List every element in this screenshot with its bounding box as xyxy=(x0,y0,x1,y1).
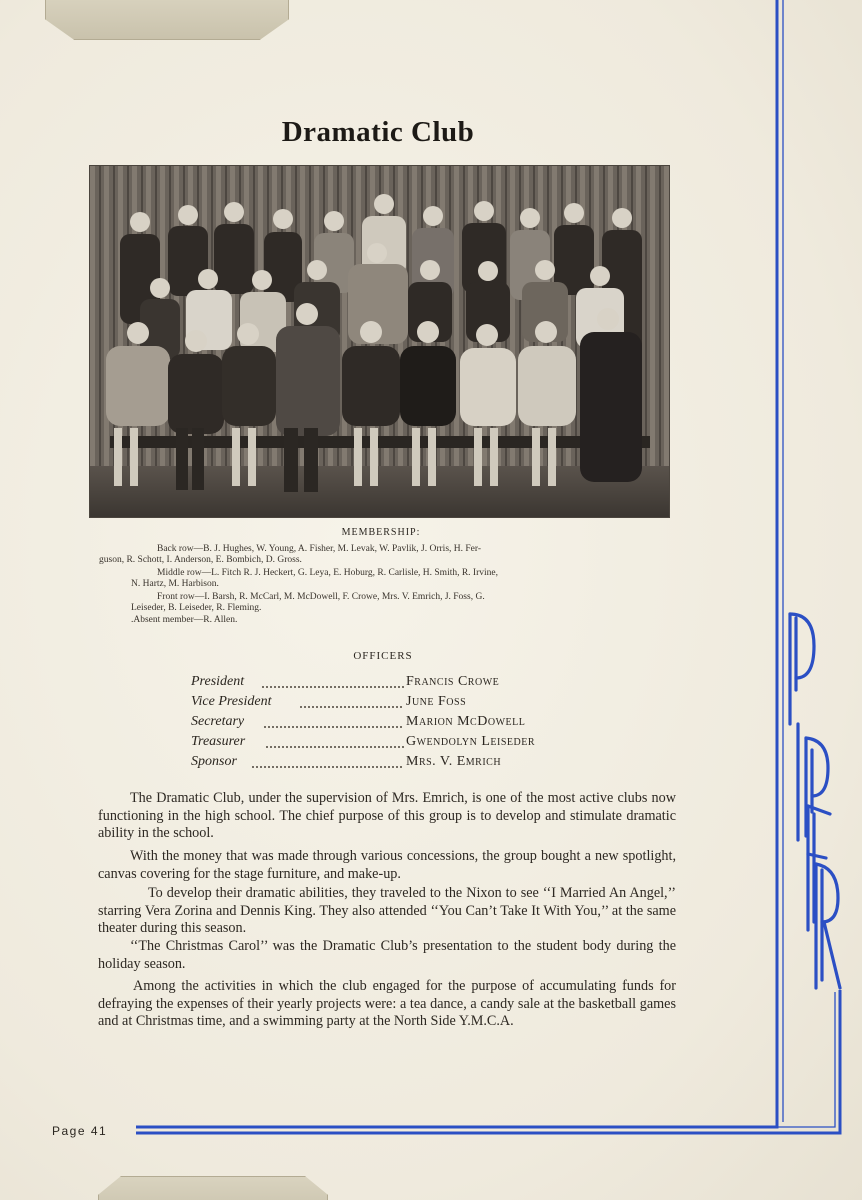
membership-middle-row-line1: Middle row—L. Fitch R. J. Heckert, G. Leya, E. Hoburg, R. Carlisle, H. Smith, R. Irvine, xyxy=(157,568,498,578)
page-number: Page 41 xyxy=(52,1124,108,1138)
piper-logo xyxy=(784,600,844,990)
officer-name: Francis Crowe xyxy=(406,674,500,689)
membership-back-row xyxy=(99,544,636,566)
officer-name: Marion McDowell xyxy=(406,714,526,729)
leader-dots xyxy=(265,746,404,748)
officer-name: Gwendolyn Leiseder xyxy=(406,734,536,749)
officer-role: Vice President xyxy=(191,694,272,709)
membership-front-row xyxy=(131,592,636,614)
membership-middle-row xyxy=(131,568,636,590)
officer-name: June Foss xyxy=(406,694,467,709)
leader-dots xyxy=(251,766,404,768)
membership-front-row-line1: Front row—I. Barsh, R. McCarl, M. McDowell, F. Crowe, Mrs. V. Emrich, J. Foss, G. xyxy=(157,592,485,602)
body-paragraph-4: ‘‘The Christmas Carol’’ was the Dramatic Club’s presentation to the student body during the holiday season. xyxy=(98,938,676,972)
body-paragraph-1: The Dramatic Club, under the supervision of Mrs. Emrich, is one of the most active clubs now functioning in the high school. The chief purpose of this group is to develop and stimulate dramatic ability in the school. xyxy=(98,790,676,841)
officer-row-president xyxy=(191,674,571,694)
officer-name: Mrs. V. Emrich xyxy=(406,754,502,769)
officer-role: Treasurer xyxy=(191,734,246,749)
membership-back-row-line1: Back row—B. J. Hughes, W. Young, A. Fisher, M. Levak, W. Pavlik, J. Orris, H. Fer- xyxy=(157,544,482,554)
officer-role: Secretary xyxy=(191,714,245,729)
membership-front-row-line2: Leiseder, B. Leiseder, R. Fleming. xyxy=(131,603,262,614)
membership-absent: .Absent member—R. Allen. xyxy=(131,615,238,625)
officer-row-vice-president xyxy=(191,694,571,714)
officer-role: Sponsor xyxy=(191,754,237,769)
leader-dots xyxy=(299,706,404,708)
body-paragraph-3: To develop their dramatic abilities, they traveled to the Nixon to see ‘‘I Married An Angel,’’ starring Vera Zorina and Dennis King. They also attended ‘‘You Can’t Take It With You,’’ at the same theater during this season. xyxy=(98,885,676,936)
leader-dots xyxy=(261,686,404,688)
membership-heading: MEMBERSHIP: xyxy=(341,527,421,538)
officer-row-treasurer xyxy=(191,734,571,754)
group-photo-illustration xyxy=(90,166,669,517)
officer-row-secretary xyxy=(191,714,571,734)
membership-back-row-line2: guson, R. Schott, I. Anderson, E. Bombich, D. Gross. xyxy=(99,555,302,566)
membership-middle-row-line2: N. Hartz, M. Harbison. xyxy=(131,579,219,590)
leader-dots xyxy=(263,726,404,728)
group-photo xyxy=(89,165,670,518)
body-paragraph-2: With the money that was made through various concessions, the group bought a new spotlight, canvas covering for the stage furniture, and make-up. xyxy=(98,848,676,882)
page-title: Dramatic Club xyxy=(281,116,475,148)
officers-heading: OFFICERS xyxy=(353,650,413,662)
officer-row-sponsor xyxy=(191,754,571,774)
body-paragraph-5: Among the activities in which the club engaged for the purpose of accumulating funds for defraying the expenses of their yearly projects were: a tea dance, a candy sale at the basketball games and at Christmas time, and a swimming party at the North Side Y.M.C.A. xyxy=(98,978,676,1029)
officer-role: President xyxy=(191,674,245,689)
